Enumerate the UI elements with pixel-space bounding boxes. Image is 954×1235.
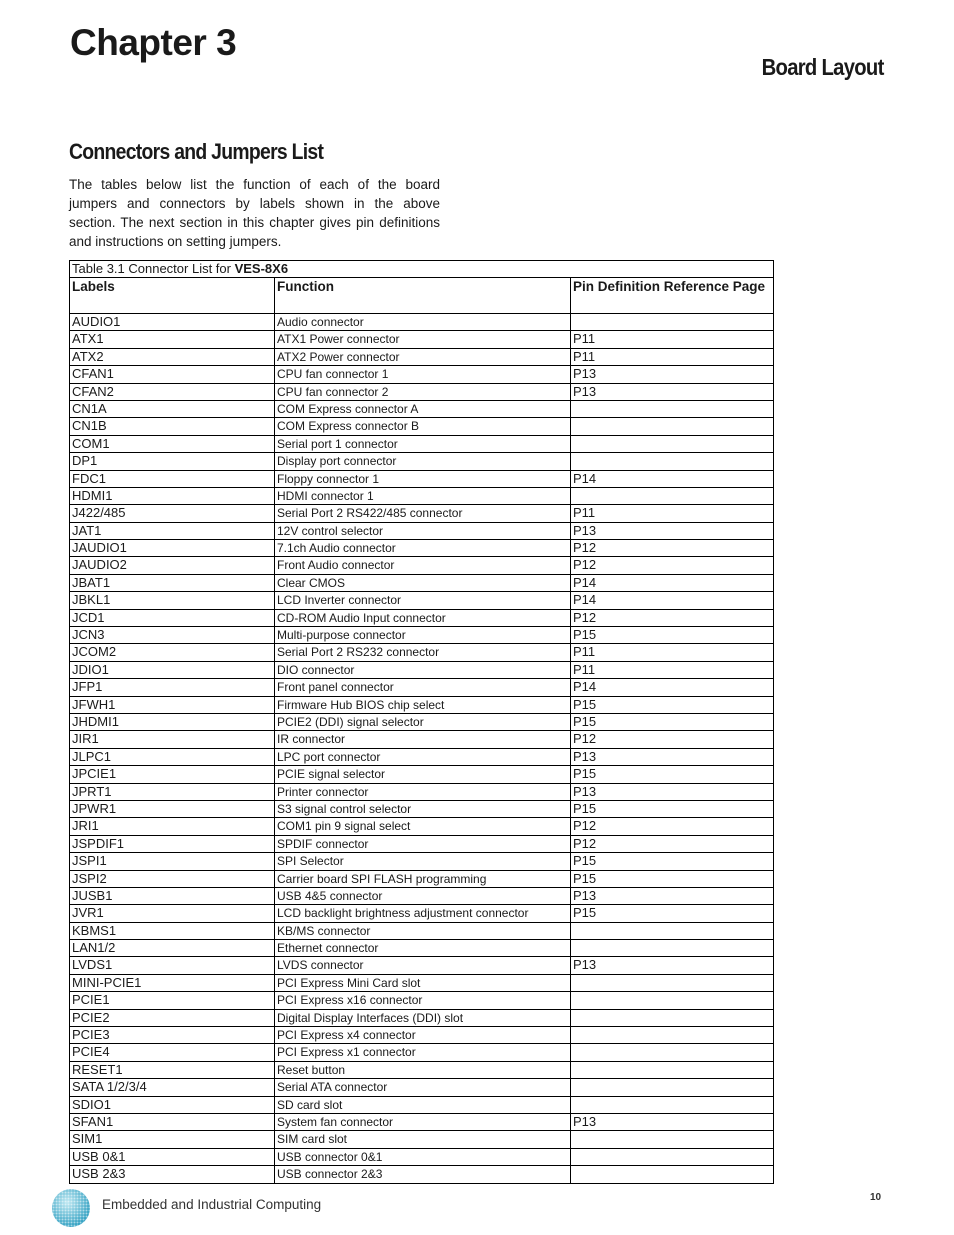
row-function: PCIE2 (DDI) signal selector [275, 713, 571, 730]
row-pin-reference: P13 [571, 1113, 774, 1130]
table-row [70, 627, 774, 644]
row-label: JCN3 [70, 627, 275, 644]
row-pin-reference [571, 940, 774, 957]
row-function: Audio connector [275, 314, 571, 331]
table-row [70, 592, 774, 609]
caption-model: VES-8X6 [234, 261, 289, 276]
section-heading: Board Layout [761, 54, 884, 80]
table-caption-row [70, 261, 774, 278]
row-label: SDIO1 [70, 1096, 275, 1113]
row-function: Serial Port 2 RS422/485 connector [275, 505, 571, 522]
row-function: PCI Express x1 connector [275, 1044, 571, 1061]
footer-text: Embedded and Industrial Computing [102, 1197, 322, 1212]
table-row [70, 383, 774, 400]
connectors-heading: Connectors and Jumpers List [69, 139, 324, 164]
row-pin-reference: P13 [571, 887, 774, 904]
row-pin-reference: P11 [571, 505, 774, 522]
table-row [70, 418, 774, 435]
row-function: CD-ROM Audio Input connector [275, 609, 571, 626]
table-row [70, 453, 774, 470]
row-label: JSPI2 [70, 870, 275, 887]
row-function: PCI Express Mini Card slot [275, 974, 571, 991]
row-pin-reference: P13 [571, 783, 774, 800]
row-function: System fan connector [275, 1113, 571, 1130]
row-pin-reference: P13 [571, 957, 774, 974]
row-label: ATX1 [70, 331, 275, 348]
row-function: Front Audio connector [275, 557, 571, 574]
row-pin-reference: P11 [571, 661, 774, 678]
row-function: Digital Display Interfaces (DDI) slot [275, 1009, 571, 1026]
header-labels: Labels [70, 278, 275, 314]
table-row [70, 992, 774, 1009]
table-row [70, 696, 774, 713]
row-function: LPC port connector [275, 748, 571, 765]
row-function: PCIE signal selector [275, 766, 571, 783]
row-label: ATX2 [70, 348, 275, 365]
row-pin-reference: P12 [571, 818, 774, 835]
table-row [70, 574, 774, 591]
table-row [70, 783, 774, 800]
row-pin-reference [571, 1044, 774, 1061]
row-label: CFAN1 [70, 366, 275, 383]
row-label: MINI-PCIE1 [70, 974, 275, 991]
row-pin-reference [571, 922, 774, 939]
row-label: JSPI1 [70, 853, 275, 870]
row-pin-reference: P14 [571, 470, 774, 487]
row-function: ATX1 Power connector [275, 331, 571, 348]
row-function: Serial Port 2 RS232 connector [275, 644, 571, 661]
row-label: JPWR1 [70, 800, 275, 817]
caption-prefix: Table 3.1 Connector List for [72, 261, 235, 276]
row-pin-reference [571, 1027, 774, 1044]
row-label: AUDIO1 [70, 314, 275, 331]
row-label: LAN1/2 [70, 940, 275, 957]
row-pin-reference: P15 [571, 713, 774, 730]
row-function: LVDS connector [275, 957, 571, 974]
row-pin-reference [571, 1148, 774, 1165]
row-pin-reference [571, 1009, 774, 1026]
table-row [70, 1044, 774, 1061]
row-pin-reference: P12 [571, 557, 774, 574]
row-label: JAUDIO2 [70, 557, 275, 574]
table-caption [70, 261, 774, 278]
row-function: SPDIF connector [275, 835, 571, 852]
row-function: COM Express connector B [275, 418, 571, 435]
row-pin-reference: P15 [571, 800, 774, 817]
row-label: JRI1 [70, 818, 275, 835]
row-label: RESET1 [70, 1061, 275, 1078]
table-row [70, 1148, 774, 1165]
row-label: JCD1 [70, 609, 275, 626]
table-row [70, 522, 774, 539]
row-function: PCI Express x4 connector [275, 1027, 571, 1044]
row-label: JFWH1 [70, 696, 275, 713]
row-function: Display port connector [275, 453, 571, 470]
row-pin-reference [571, 418, 774, 435]
table-row [70, 505, 774, 522]
row-pin-reference [571, 453, 774, 470]
row-function: HDMI connector 1 [275, 487, 571, 504]
table-row [70, 818, 774, 835]
table-row [70, 400, 774, 417]
row-function: CPU fan connector 2 [275, 383, 571, 400]
row-label: PCIE1 [70, 992, 275, 1009]
table-header-row [70, 278, 774, 314]
header-function: Function [275, 278, 571, 314]
table-row [70, 713, 774, 730]
row-function: DIO connector [275, 661, 571, 678]
row-function: Front panel connector [275, 679, 571, 696]
row-function: KB/MS connector [275, 922, 571, 939]
row-label: KBMS1 [70, 922, 275, 939]
row-pin-reference: P12 [571, 540, 774, 557]
row-function: SIM card slot [275, 1131, 571, 1148]
row-label: PCIE2 [70, 1009, 275, 1026]
row-function: 7.1ch Audio connector [275, 540, 571, 557]
row-label: JPRT1 [70, 783, 275, 800]
row-pin-reference: P15 [571, 766, 774, 783]
table-row [70, 331, 774, 348]
row-pin-reference: P12 [571, 835, 774, 852]
globe-dots-icon [49, 1188, 93, 1228]
row-label: JBKL1 [70, 592, 275, 609]
table-row [70, 1027, 774, 1044]
row-pin-reference: P15 [571, 905, 774, 922]
row-label: JUSB1 [70, 887, 275, 904]
table-row [70, 766, 774, 783]
row-label: USB 2&3 [70, 1166, 275, 1183]
row-function: PCI Express x16 connector [275, 992, 571, 1009]
row-function: Serial port 1 connector [275, 435, 571, 452]
table-row [70, 1061, 774, 1078]
row-label: JLPC1 [70, 748, 275, 765]
table-row [70, 661, 774, 678]
row-function: USB connector 0&1 [275, 1148, 571, 1165]
row-label: CN1A [70, 400, 275, 417]
row-label: SIM1 [70, 1131, 275, 1148]
table-row [70, 1009, 774, 1026]
table-row [70, 922, 774, 939]
row-function: COM Express connector A [275, 400, 571, 417]
row-function: S3 signal control selector [275, 800, 571, 817]
row-label: CFAN2 [70, 383, 275, 400]
row-pin-reference [571, 487, 774, 504]
row-function: Serial ATA connector [275, 1079, 571, 1096]
table-row [70, 679, 774, 696]
page-number: 10 [870, 1192, 882, 1203]
row-function: Firmware Hub BIOS chip select [275, 696, 571, 713]
row-label: SATA 1/2/3/4 [70, 1079, 275, 1096]
table-row [70, 1166, 774, 1183]
table-row [70, 1131, 774, 1148]
table-row [70, 835, 774, 852]
row-function: IR connector [275, 731, 571, 748]
row-function: Floppy connector 1 [275, 470, 571, 487]
table-row [70, 1079, 774, 1096]
row-function: Carrier board SPI FLASH programming [275, 870, 571, 887]
table-row [70, 487, 774, 504]
row-function: LCD Inverter connector [275, 592, 571, 609]
table-row [70, 557, 774, 574]
table-row [70, 731, 774, 748]
row-pin-reference [571, 1131, 774, 1148]
row-pin-reference [571, 1166, 774, 1183]
table-row [70, 800, 774, 817]
table-row [70, 348, 774, 365]
row-pin-reference: P15 [571, 627, 774, 644]
header-pin-reference: Pin Definition Reference Page [571, 278, 774, 314]
row-pin-reference: P13 [571, 748, 774, 765]
table-row [70, 905, 774, 922]
row-label: SFAN1 [70, 1113, 275, 1130]
table-row [70, 435, 774, 452]
row-label: LVDS1 [70, 957, 275, 974]
row-pin-reference: P15 [571, 696, 774, 713]
row-function: COM1 pin 9 signal select [275, 818, 571, 835]
row-pin-reference: P12 [571, 609, 774, 626]
row-pin-reference: P13 [571, 383, 774, 400]
table-row [70, 940, 774, 957]
row-pin-reference [571, 1061, 774, 1078]
table-row [70, 887, 774, 904]
table-row [70, 870, 774, 887]
row-pin-reference [571, 1096, 774, 1113]
row-label: JVR1 [70, 905, 275, 922]
table-row [70, 540, 774, 557]
row-pin-reference: P13 [571, 366, 774, 383]
row-label: JSPDIF1 [70, 835, 275, 852]
row-label: PCIE3 [70, 1027, 275, 1044]
row-label: JDIO1 [70, 661, 275, 678]
row-function: USB connector 2&3 [275, 1166, 571, 1183]
row-label: PCIE4 [70, 1044, 275, 1061]
table-row [70, 748, 774, 765]
row-label: JHDMI1 [70, 713, 275, 730]
row-label: JAT1 [70, 522, 275, 539]
row-pin-reference: P12 [571, 731, 774, 748]
table-row [70, 974, 774, 991]
row-label: USB 0&1 [70, 1148, 275, 1165]
row-function: Reset button [275, 1061, 571, 1078]
row-function: 12V control selector [275, 522, 571, 539]
row-pin-reference: P11 [571, 644, 774, 661]
table-row [70, 957, 774, 974]
table-row [70, 1096, 774, 1113]
row-label: JPCIE1 [70, 766, 275, 783]
row-function: CPU fan connector 1 [275, 366, 571, 383]
table-row [70, 366, 774, 383]
table-row [70, 1113, 774, 1130]
chapter-title: Chapter 3 [70, 22, 237, 63]
connector-table [69, 260, 774, 1184]
row-pin-reference [571, 1079, 774, 1096]
row-pin-reference: P14 [571, 592, 774, 609]
table-row [70, 644, 774, 661]
row-pin-reference [571, 992, 774, 1009]
row-label: CN1B [70, 418, 275, 435]
row-function: SD card slot [275, 1096, 571, 1113]
row-function: SPI Selector [275, 853, 571, 870]
row-label: JBAT1 [70, 574, 275, 591]
row-function: Clear CMOS [275, 574, 571, 591]
row-pin-reference: P11 [571, 331, 774, 348]
row-pin-reference [571, 435, 774, 452]
row-function: Ethernet connector [275, 940, 571, 957]
table-row [70, 609, 774, 626]
row-label: HDMI1 [70, 487, 275, 504]
row-function: LCD backlight brightness adjustment connector [275, 905, 571, 922]
row-pin-reference [571, 314, 774, 331]
row-function: Multi-purpose connector [275, 627, 571, 644]
row-pin-reference: P15 [571, 870, 774, 887]
row-pin-reference: P11 [571, 348, 774, 365]
row-pin-reference [571, 974, 774, 991]
row-label: JCOM2 [70, 644, 275, 661]
row-pin-reference: P14 [571, 679, 774, 696]
row-pin-reference: P13 [571, 522, 774, 539]
row-function: USB 4&5 connector [275, 887, 571, 904]
table-row [70, 853, 774, 870]
row-label: COM1 [70, 435, 275, 452]
row-pin-reference: P14 [571, 574, 774, 591]
table-row [70, 314, 774, 331]
row-label: JAUDIO1 [70, 540, 275, 557]
row-label: JFP1 [70, 679, 275, 696]
row-pin-reference: P15 [571, 853, 774, 870]
row-label: JIR1 [70, 731, 275, 748]
row-function: ATX2 Power connector [275, 348, 571, 365]
row-label: DP1 [70, 453, 275, 470]
row-pin-reference [571, 400, 774, 417]
row-label: FDC1 [70, 470, 275, 487]
row-label: J422/485 [70, 505, 275, 522]
intro-paragraph: The tables below list the function of each of the board jumpers and connectors by labels shown in the above section. The next section in this chapter gives pin definitions and instructions on setting jumpers. [69, 177, 440, 249]
row-function: Printer connector [275, 783, 571, 800]
table-row [70, 470, 774, 487]
